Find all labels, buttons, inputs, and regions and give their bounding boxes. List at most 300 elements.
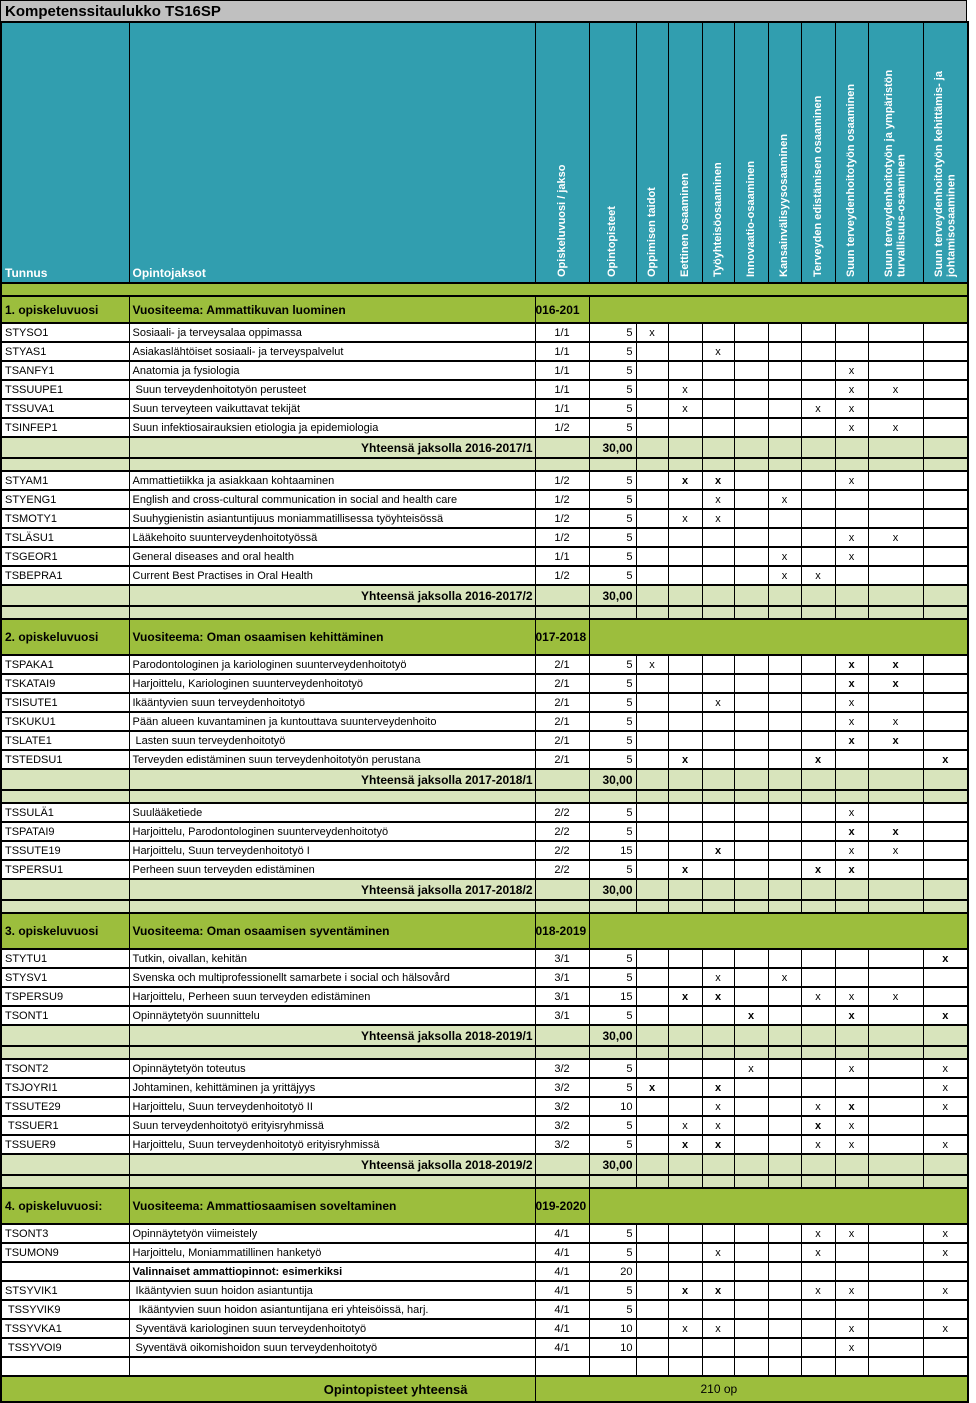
total-mark-cell[interactable]	[668, 879, 702, 900]
total-mark-cell[interactable]	[768, 879, 801, 900]
competence-mark-cell[interactable]	[801, 1338, 835, 1357]
competence-mark-cell[interactable]	[923, 380, 968, 399]
competence-mark-cell[interactable]: x	[868, 674, 923, 693]
competence-mark-cell[interactable]	[668, 547, 702, 566]
course-name-cell[interactable]: Syventävä oikomishoidon suun terveydenhoitotyö	[129, 1338, 535, 1357]
competence-mark-cell[interactable]	[734, 361, 768, 380]
total-spacer-cell[interactable]	[835, 790, 868, 803]
year-range-cell[interactable]: 017-2018	[535, 619, 589, 655]
competence-mark-cell[interactable]	[702, 860, 734, 879]
competence-mark-cell[interactable]	[702, 655, 734, 674]
competence-mark-cell[interactable]	[801, 342, 835, 361]
competence-mark-cell[interactable]	[768, 418, 801, 437]
total-credits-cell[interactable]: 30,00	[589, 585, 636, 606]
competence-mark-cell[interactable]	[636, 399, 668, 418]
period-cell[interactable]: 3/2	[535, 1059, 589, 1078]
competence-mark-cell[interactable]: x	[702, 471, 734, 490]
course-code-cell[interactable]: TSJOYRI1	[1, 1078, 129, 1097]
competence-mark-cell[interactable]: x	[835, 380, 868, 399]
course-code-cell[interactable]: TSMOTY1	[1, 509, 129, 528]
competence-mark-cell[interactable]	[835, 750, 868, 769]
credits-cell[interactable]: 5	[589, 418, 636, 437]
total-spacer-cell[interactable]	[589, 790, 636, 803]
competence-mark-cell[interactable]: x	[668, 750, 702, 769]
total-spacer-cell[interactable]	[768, 790, 801, 803]
competence-mark-cell[interactable]	[835, 949, 868, 968]
credits-cell[interactable]: 5	[589, 1135, 636, 1154]
competence-mark-cell[interactable]	[768, 1319, 801, 1338]
total-empty-cell[interactable]	[1, 585, 129, 606]
period-cell[interactable]: 1/1	[535, 361, 589, 380]
competence-mark-cell[interactable]	[835, 1262, 868, 1281]
course-name-cell[interactable]: Parodontologinen ja kariologinen suunterveydenhoitotyö	[129, 655, 535, 674]
total-mark-cell[interactable]	[702, 1154, 734, 1175]
competence-mark-cell[interactable]	[702, 399, 734, 418]
competence-mark-cell[interactable]: x	[835, 1135, 868, 1154]
period-cell[interactable]: 1/1	[535, 380, 589, 399]
total-spacer-cell[interactable]	[129, 1175, 535, 1188]
course-code-cell[interactable]: TSLÄSU1	[1, 528, 129, 547]
competence-mark-cell[interactable]: x	[668, 987, 702, 1006]
blank-cell[interactable]	[768, 1357, 801, 1376]
total-spacer-cell[interactable]	[129, 606, 535, 619]
competence-mark-cell[interactable]: x	[868, 987, 923, 1006]
competence-mark-cell[interactable]: x	[835, 471, 868, 490]
competence-mark-cell[interactable]	[734, 528, 768, 547]
competence-mark-cell[interactable]	[734, 1116, 768, 1135]
period-cell[interactable]: 2/2	[535, 822, 589, 841]
period-cell[interactable]: 2/1	[535, 712, 589, 731]
competence-mark-cell[interactable]	[868, 1338, 923, 1357]
period-cell[interactable]: 3/1	[535, 949, 589, 968]
competence-mark-cell[interactable]	[801, 471, 835, 490]
competence-mark-cell[interactable]	[668, 693, 702, 712]
competence-mark-cell[interactable]: x	[668, 471, 702, 490]
total-mark-cell[interactable]	[768, 769, 801, 790]
competence-mark-cell[interactable]	[636, 490, 668, 509]
competence-mark-cell[interactable]	[923, 1116, 968, 1135]
course-name-cell[interactable]: Current Best Practises in Oral Health	[129, 566, 535, 585]
credits-cell[interactable]: 15	[589, 987, 636, 1006]
course-code-cell[interactable]: TSINFEP1	[1, 418, 129, 437]
total-spacer-cell[interactable]	[768, 458, 801, 471]
course-name-cell[interactable]: Harjoittelu, Kariologinen suunterveydenhoitotyö	[129, 674, 535, 693]
total-spacer-cell[interactable]	[1, 606, 129, 619]
total-spacer-cell[interactable]	[1, 458, 129, 471]
competence-mark-cell[interactable]	[636, 418, 668, 437]
competence-mark-cell[interactable]	[636, 731, 668, 750]
year-label-cell[interactable]: 4. opiskeluvuosi:	[1, 1188, 129, 1224]
competence-mark-cell[interactable]	[702, 566, 734, 585]
competence-mark-cell[interactable]	[801, 380, 835, 399]
total-spacer-cell[interactable]	[668, 790, 702, 803]
competence-mark-cell[interactable]	[668, 361, 702, 380]
competence-mark-cell[interactable]	[923, 471, 968, 490]
competence-mark-cell[interactable]: x	[702, 1281, 734, 1300]
competence-mark-cell[interactable]	[768, 674, 801, 693]
competence-mark-cell[interactable]	[636, 342, 668, 361]
total-period-cell[interactable]	[535, 1154, 589, 1175]
competence-mark-cell[interactable]	[835, 1243, 868, 1262]
total-mark-cell[interactable]	[636, 879, 668, 900]
course-code-cell[interactable]: TSPERSU1	[1, 860, 129, 879]
competence-mark-cell[interactable]	[636, 566, 668, 585]
total-mark-cell[interactable]	[868, 769, 923, 790]
total-spacer-cell[interactable]	[535, 1046, 589, 1059]
competence-mark-cell[interactable]	[923, 693, 968, 712]
competence-mark-cell[interactable]: x	[835, 1059, 868, 1078]
competence-mark-cell[interactable]	[636, 1243, 668, 1262]
total-spacer-cell[interactable]	[835, 458, 868, 471]
competence-mark-cell[interactable]	[734, 1300, 768, 1319]
course-code-cell[interactable]: TSBEPRA1	[1, 566, 129, 585]
competence-mark-cell[interactable]	[868, 1281, 923, 1300]
competence-mark-cell[interactable]	[835, 490, 868, 509]
competence-mark-cell[interactable]	[923, 674, 968, 693]
competence-mark-cell[interactable]	[768, 361, 801, 380]
competence-mark-cell[interactable]	[923, 968, 968, 987]
competence-mark-cell[interactable]	[801, 1078, 835, 1097]
competence-mark-cell[interactable]	[768, 1300, 801, 1319]
competence-mark-cell[interactable]	[702, 323, 734, 342]
competence-mark-cell[interactable]: x	[923, 1319, 968, 1338]
competence-mark-cell[interactable]	[868, 323, 923, 342]
competence-mark-cell[interactable]: x	[636, 323, 668, 342]
competence-mark-cell[interactable]	[668, 1224, 702, 1243]
competence-mark-cell[interactable]	[636, 803, 668, 822]
competence-mark-cell[interactable]: x	[868, 822, 923, 841]
competence-mark-cell[interactable]	[868, 860, 923, 879]
total-mark-cell[interactable]	[734, 769, 768, 790]
period-cell[interactable]: 1/2	[535, 418, 589, 437]
blank-cell[interactable]	[636, 1357, 668, 1376]
course-code-cell[interactable]: TSANFY1	[1, 361, 129, 380]
competence-mark-cell[interactable]	[801, 1059, 835, 1078]
competence-mark-cell[interactable]	[636, 1059, 668, 1078]
competence-mark-cell[interactable]: x	[835, 674, 868, 693]
total-mark-cell[interactable]	[835, 437, 868, 458]
period-cell[interactable]: 3/2	[535, 1078, 589, 1097]
competence-mark-cell[interactable]	[668, 1300, 702, 1319]
competence-mark-cell[interactable]: x	[702, 342, 734, 361]
competence-mark-cell[interactable]: x	[835, 418, 868, 437]
competence-mark-cell[interactable]: x	[923, 949, 968, 968]
competence-mark-cell[interactable]	[801, 1262, 835, 1281]
competence-mark-cell[interactable]	[923, 1338, 968, 1357]
competence-mark-cell[interactable]: x	[668, 1281, 702, 1300]
total-spacer-cell[interactable]	[535, 900, 589, 913]
credits-cell[interactable]: 5	[589, 674, 636, 693]
total-spacer-cell[interactable]	[801, 900, 835, 913]
competence-mark-cell[interactable]	[923, 490, 968, 509]
competence-mark-cell[interactable]	[768, 1078, 801, 1097]
total-spacer-cell[interactable]	[535, 606, 589, 619]
competence-mark-cell[interactable]	[923, 509, 968, 528]
competence-mark-cell[interactable]: x	[835, 822, 868, 841]
total-spacer-cell[interactable]	[923, 790, 968, 803]
course-code-cell[interactable]: TSSUER9	[1, 1135, 129, 1154]
course-code-cell[interactable]: TSONT3	[1, 1224, 129, 1243]
competence-mark-cell[interactable]: x	[835, 399, 868, 418]
course-code-cell[interactable]: TSKATAI9	[1, 674, 129, 693]
competence-mark-cell[interactable]: x	[868, 731, 923, 750]
total-mark-cell[interactable]	[636, 1154, 668, 1175]
course-code-cell[interactable]: TSSUUPE1	[1, 380, 129, 399]
course-name-cell[interactable]: Ikääntyvien suun hoidon asiantuntija	[129, 1281, 535, 1300]
competence-mark-cell[interactable]	[768, 841, 801, 860]
total-mark-cell[interactable]	[768, 1025, 801, 1046]
competence-mark-cell[interactable]	[636, 528, 668, 547]
credits-cell[interactable]: 5	[589, 1300, 636, 1319]
competence-mark-cell[interactable]	[668, 712, 702, 731]
total-mark-cell[interactable]	[923, 585, 968, 606]
total-mark-cell[interactable]	[868, 437, 923, 458]
competence-mark-cell[interactable]	[768, 471, 801, 490]
credits-cell[interactable]: 5	[589, 860, 636, 879]
competence-mark-cell[interactable]	[702, 949, 734, 968]
competence-mark-cell[interactable]	[868, 968, 923, 987]
competence-mark-cell[interactable]	[702, 731, 734, 750]
total-spacer-cell[interactable]	[734, 1046, 768, 1059]
total-spacer-cell[interactable]	[129, 1046, 535, 1059]
course-code-cell[interactable]: TSISUTE1	[1, 693, 129, 712]
total-mark-cell[interactable]	[668, 1025, 702, 1046]
total-spacer-cell[interactable]	[668, 900, 702, 913]
credits-cell[interactable]: 10	[589, 1338, 636, 1357]
rotated-column-header[interactable]	[702, 22, 734, 283]
total-period-cell[interactable]	[535, 437, 589, 458]
year-label-cell[interactable]: 2. opiskeluvuosi	[1, 619, 129, 655]
total-spacer-cell[interactable]	[1, 1046, 129, 1059]
competence-mark-cell[interactable]	[923, 655, 968, 674]
competence-mark-cell[interactable]: x	[801, 750, 835, 769]
competence-mark-cell[interactable]: x	[923, 1078, 968, 1097]
competence-mark-cell[interactable]	[734, 1224, 768, 1243]
competence-mark-cell[interactable]	[636, 693, 668, 712]
competence-mark-cell[interactable]	[734, 418, 768, 437]
course-name-cell[interactable]: Asiakaslähtöiset sosiaali- ja terveyspalvelut	[129, 342, 535, 361]
credits-cell[interactable]: 20	[589, 1262, 636, 1281]
total-spacer-cell[interactable]	[668, 458, 702, 471]
competence-mark-cell[interactable]: x	[868, 712, 923, 731]
competence-mark-cell[interactable]	[768, 1006, 801, 1025]
competence-mark-cell[interactable]	[768, 1281, 801, 1300]
competence-mark-cell[interactable]: x	[835, 987, 868, 1006]
course-name-cell[interactable]: General diseases and oral health	[129, 547, 535, 566]
competence-mark-cell[interactable]	[636, 860, 668, 879]
competence-mark-cell[interactable]	[702, 1224, 734, 1243]
total-spacer-cell[interactable]	[868, 790, 923, 803]
credits-cell[interactable]: 15	[589, 841, 636, 860]
total-spacer-cell[interactable]	[535, 458, 589, 471]
competence-mark-cell[interactable]: x	[923, 1281, 968, 1300]
period-cell[interactable]: 4/1	[535, 1281, 589, 1300]
competence-mark-cell[interactable]: x	[835, 1116, 868, 1135]
total-spacer-cell[interactable]	[768, 900, 801, 913]
total-mark-cell[interactable]	[702, 585, 734, 606]
course-code-cell[interactable]: STYENG1	[1, 490, 129, 509]
total-spacer-cell[interactable]	[589, 1046, 636, 1059]
competence-mark-cell[interactable]	[668, 674, 702, 693]
competence-mark-cell[interactable]	[923, 822, 968, 841]
total-spacer-cell[interactable]	[923, 1175, 968, 1188]
total-mark-cell[interactable]	[835, 769, 868, 790]
competence-mark-cell[interactable]	[668, 490, 702, 509]
total-label-cell[interactable]: Yhteensä jaksolla 2018-2019/2	[129, 1154, 535, 1175]
competence-mark-cell[interactable]	[734, 1097, 768, 1116]
competence-mark-cell[interactable]	[868, 1078, 923, 1097]
competence-mark-cell[interactable]	[734, 822, 768, 841]
competence-mark-cell[interactable]	[868, 342, 923, 361]
course-name-cell[interactable]: Valinnaiset ammattiopinnot: esimerkiksi	[129, 1262, 535, 1281]
credits-cell[interactable]: 5	[589, 547, 636, 566]
total-mark-cell[interactable]	[801, 437, 835, 458]
total-spacer-cell[interactable]	[636, 458, 668, 471]
competence-mark-cell[interactable]	[636, 949, 668, 968]
year-label-cell[interactable]: 1. opiskeluvuosi	[1, 296, 129, 323]
year-range-cell[interactable]: 018-2019	[535, 913, 589, 949]
credits-cell[interactable]: 5	[589, 750, 636, 769]
competence-mark-cell[interactable]	[768, 803, 801, 822]
competence-mark-cell[interactable]	[868, 949, 923, 968]
competence-mark-cell[interactable]	[801, 968, 835, 987]
competence-mark-cell[interactable]	[636, 1262, 668, 1281]
total-mark-cell[interactable]	[801, 1025, 835, 1046]
course-name-cell[interactable]: Suuhygienistin asiantuntijuus moniammatillisessa työyhteisössä	[129, 509, 535, 528]
course-name-cell[interactable]: Lasten suun terveydenhoitotyö	[129, 731, 535, 750]
course-name-cell[interactable]: Suun terveyteen vaikuttavat tekijät	[129, 399, 535, 418]
rotated-column-header[interactable]	[535, 22, 589, 283]
competence-mark-cell[interactable]	[636, 987, 668, 1006]
competence-mark-cell[interactable]	[868, 1006, 923, 1025]
credits-cell[interactable]: 5	[589, 566, 636, 585]
total-mark-cell[interactable]	[668, 437, 702, 458]
blank-cell[interactable]	[1, 1357, 129, 1376]
course-code-cell[interactable]: TSSUER1	[1, 1116, 129, 1135]
total-spacer-cell[interactable]	[636, 790, 668, 803]
total-spacer-cell[interactable]	[835, 900, 868, 913]
blank-cell[interactable]	[129, 1357, 535, 1376]
competence-mark-cell[interactable]: x	[923, 1224, 968, 1243]
competence-mark-cell[interactable]	[923, 418, 968, 437]
competence-mark-cell[interactable]	[868, 566, 923, 585]
competence-mark-cell[interactable]	[801, 1319, 835, 1338]
year-theme-cell[interactable]: Vuositeema: Ammattikuvan luominen	[129, 296, 535, 323]
competence-mark-cell[interactable]: x	[923, 1135, 968, 1154]
competence-mark-cell[interactable]	[636, 471, 668, 490]
competence-mark-cell[interactable]	[923, 361, 968, 380]
competence-mark-cell[interactable]	[636, 822, 668, 841]
competence-mark-cell[interactable]	[923, 566, 968, 585]
competence-mark-cell[interactable]: x	[768, 968, 801, 987]
total-spacer-cell[interactable]	[129, 900, 535, 913]
competence-mark-cell[interactable]: x	[835, 361, 868, 380]
total-spacer-cell[interactable]	[868, 900, 923, 913]
competence-mark-cell[interactable]	[636, 968, 668, 987]
total-spacer-cell[interactable]	[668, 1175, 702, 1188]
period-cell[interactable]: 1/1	[535, 547, 589, 566]
competence-mark-cell[interactable]	[734, 1262, 768, 1281]
competence-mark-cell[interactable]	[835, 1078, 868, 1097]
competence-mark-cell[interactable]	[835, 1300, 868, 1319]
total-period-cell[interactable]	[535, 769, 589, 790]
course-name-cell[interactable]: Harjoittelu, Moniammatillinen hanketyö	[129, 1243, 535, 1262]
total-mark-cell[interactable]	[702, 437, 734, 458]
competence-mark-cell[interactable]	[734, 712, 768, 731]
competence-mark-cell[interactable]: x	[801, 987, 835, 1006]
competence-mark-cell[interactable]	[636, 1300, 668, 1319]
competence-mark-cell[interactable]	[801, 803, 835, 822]
competence-mark-cell[interactable]	[702, 1262, 734, 1281]
competence-mark-cell[interactable]	[768, 987, 801, 1006]
period-cell[interactable]: 1/2	[535, 490, 589, 509]
year-range-cell[interactable]: 016-201	[535, 296, 589, 323]
credits-cell[interactable]: 5	[589, 323, 636, 342]
competence-mark-cell[interactable]	[734, 490, 768, 509]
competence-mark-cell[interactable]	[868, 1319, 923, 1338]
credits-cell[interactable]: 5	[589, 655, 636, 674]
competence-mark-cell[interactable]	[801, 674, 835, 693]
competence-mark-cell[interactable]: x	[835, 1224, 868, 1243]
total-credits-cell[interactable]: 30,00	[589, 1025, 636, 1046]
competence-mark-cell[interactable]	[768, 1135, 801, 1154]
competence-mark-cell[interactable]	[734, 731, 768, 750]
total-spacer-cell[interactable]	[1, 1175, 129, 1188]
competence-mark-cell[interactable]	[636, 1319, 668, 1338]
competence-mark-cell[interactable]	[801, 509, 835, 528]
total-mark-cell[interactable]	[702, 879, 734, 900]
competence-mark-cell[interactable]	[768, 822, 801, 841]
course-name-cell[interactable]: Johtaminen, kehittäminen ja yrittäjyys	[129, 1078, 535, 1097]
competence-mark-cell[interactable]	[668, 323, 702, 342]
rotated-column-header[interactable]	[923, 22, 968, 283]
competence-mark-cell[interactable]	[734, 1319, 768, 1338]
total-spacer-cell[interactable]	[702, 1175, 734, 1188]
competence-mark-cell[interactable]	[734, 1338, 768, 1357]
competence-mark-cell[interactable]	[702, 1300, 734, 1319]
total-spacer-cell[interactable]	[129, 458, 535, 471]
competence-mark-cell[interactable]	[868, 1116, 923, 1135]
competence-mark-cell[interactable]	[734, 471, 768, 490]
total-spacer-cell[interactable]	[668, 1046, 702, 1059]
credits-cell[interactable]: 5	[589, 399, 636, 418]
competence-mark-cell[interactable]	[923, 860, 968, 879]
competence-mark-cell[interactable]	[702, 1338, 734, 1357]
competence-mark-cell[interactable]	[636, 1097, 668, 1116]
competence-mark-cell[interactable]: x	[835, 1281, 868, 1300]
period-cell[interactable]: 4/1	[535, 1300, 589, 1319]
competence-mark-cell[interactable]: x	[636, 1078, 668, 1097]
course-code-cell[interactable]: TSLATE1	[1, 731, 129, 750]
competence-mark-cell[interactable]	[734, 1135, 768, 1154]
competence-mark-cell[interactable]	[768, 949, 801, 968]
competence-mark-cell[interactable]: x	[923, 750, 968, 769]
total-mark-cell[interactable]	[835, 879, 868, 900]
competence-mark-cell[interactable]	[923, 803, 968, 822]
competence-mark-cell[interactable]: x	[702, 693, 734, 712]
competence-mark-cell[interactable]: x	[923, 1243, 968, 1262]
competence-mark-cell[interactable]	[923, 528, 968, 547]
competence-mark-cell[interactable]	[801, 1006, 835, 1025]
course-name-cell[interactable]: Pään alueen kuvantaminen ja kuntouttava suunterveydenhoito	[129, 712, 535, 731]
competence-mark-cell[interactable]: x	[668, 1319, 702, 1338]
competence-mark-cell[interactable]	[801, 822, 835, 841]
competence-mark-cell[interactable]	[801, 528, 835, 547]
period-cell[interactable]: 4/1	[535, 1262, 589, 1281]
period-cell[interactable]: 4/1	[535, 1319, 589, 1338]
competence-mark-cell[interactable]	[801, 323, 835, 342]
course-code-cell[interactable]: TSONT2	[1, 1059, 129, 1078]
